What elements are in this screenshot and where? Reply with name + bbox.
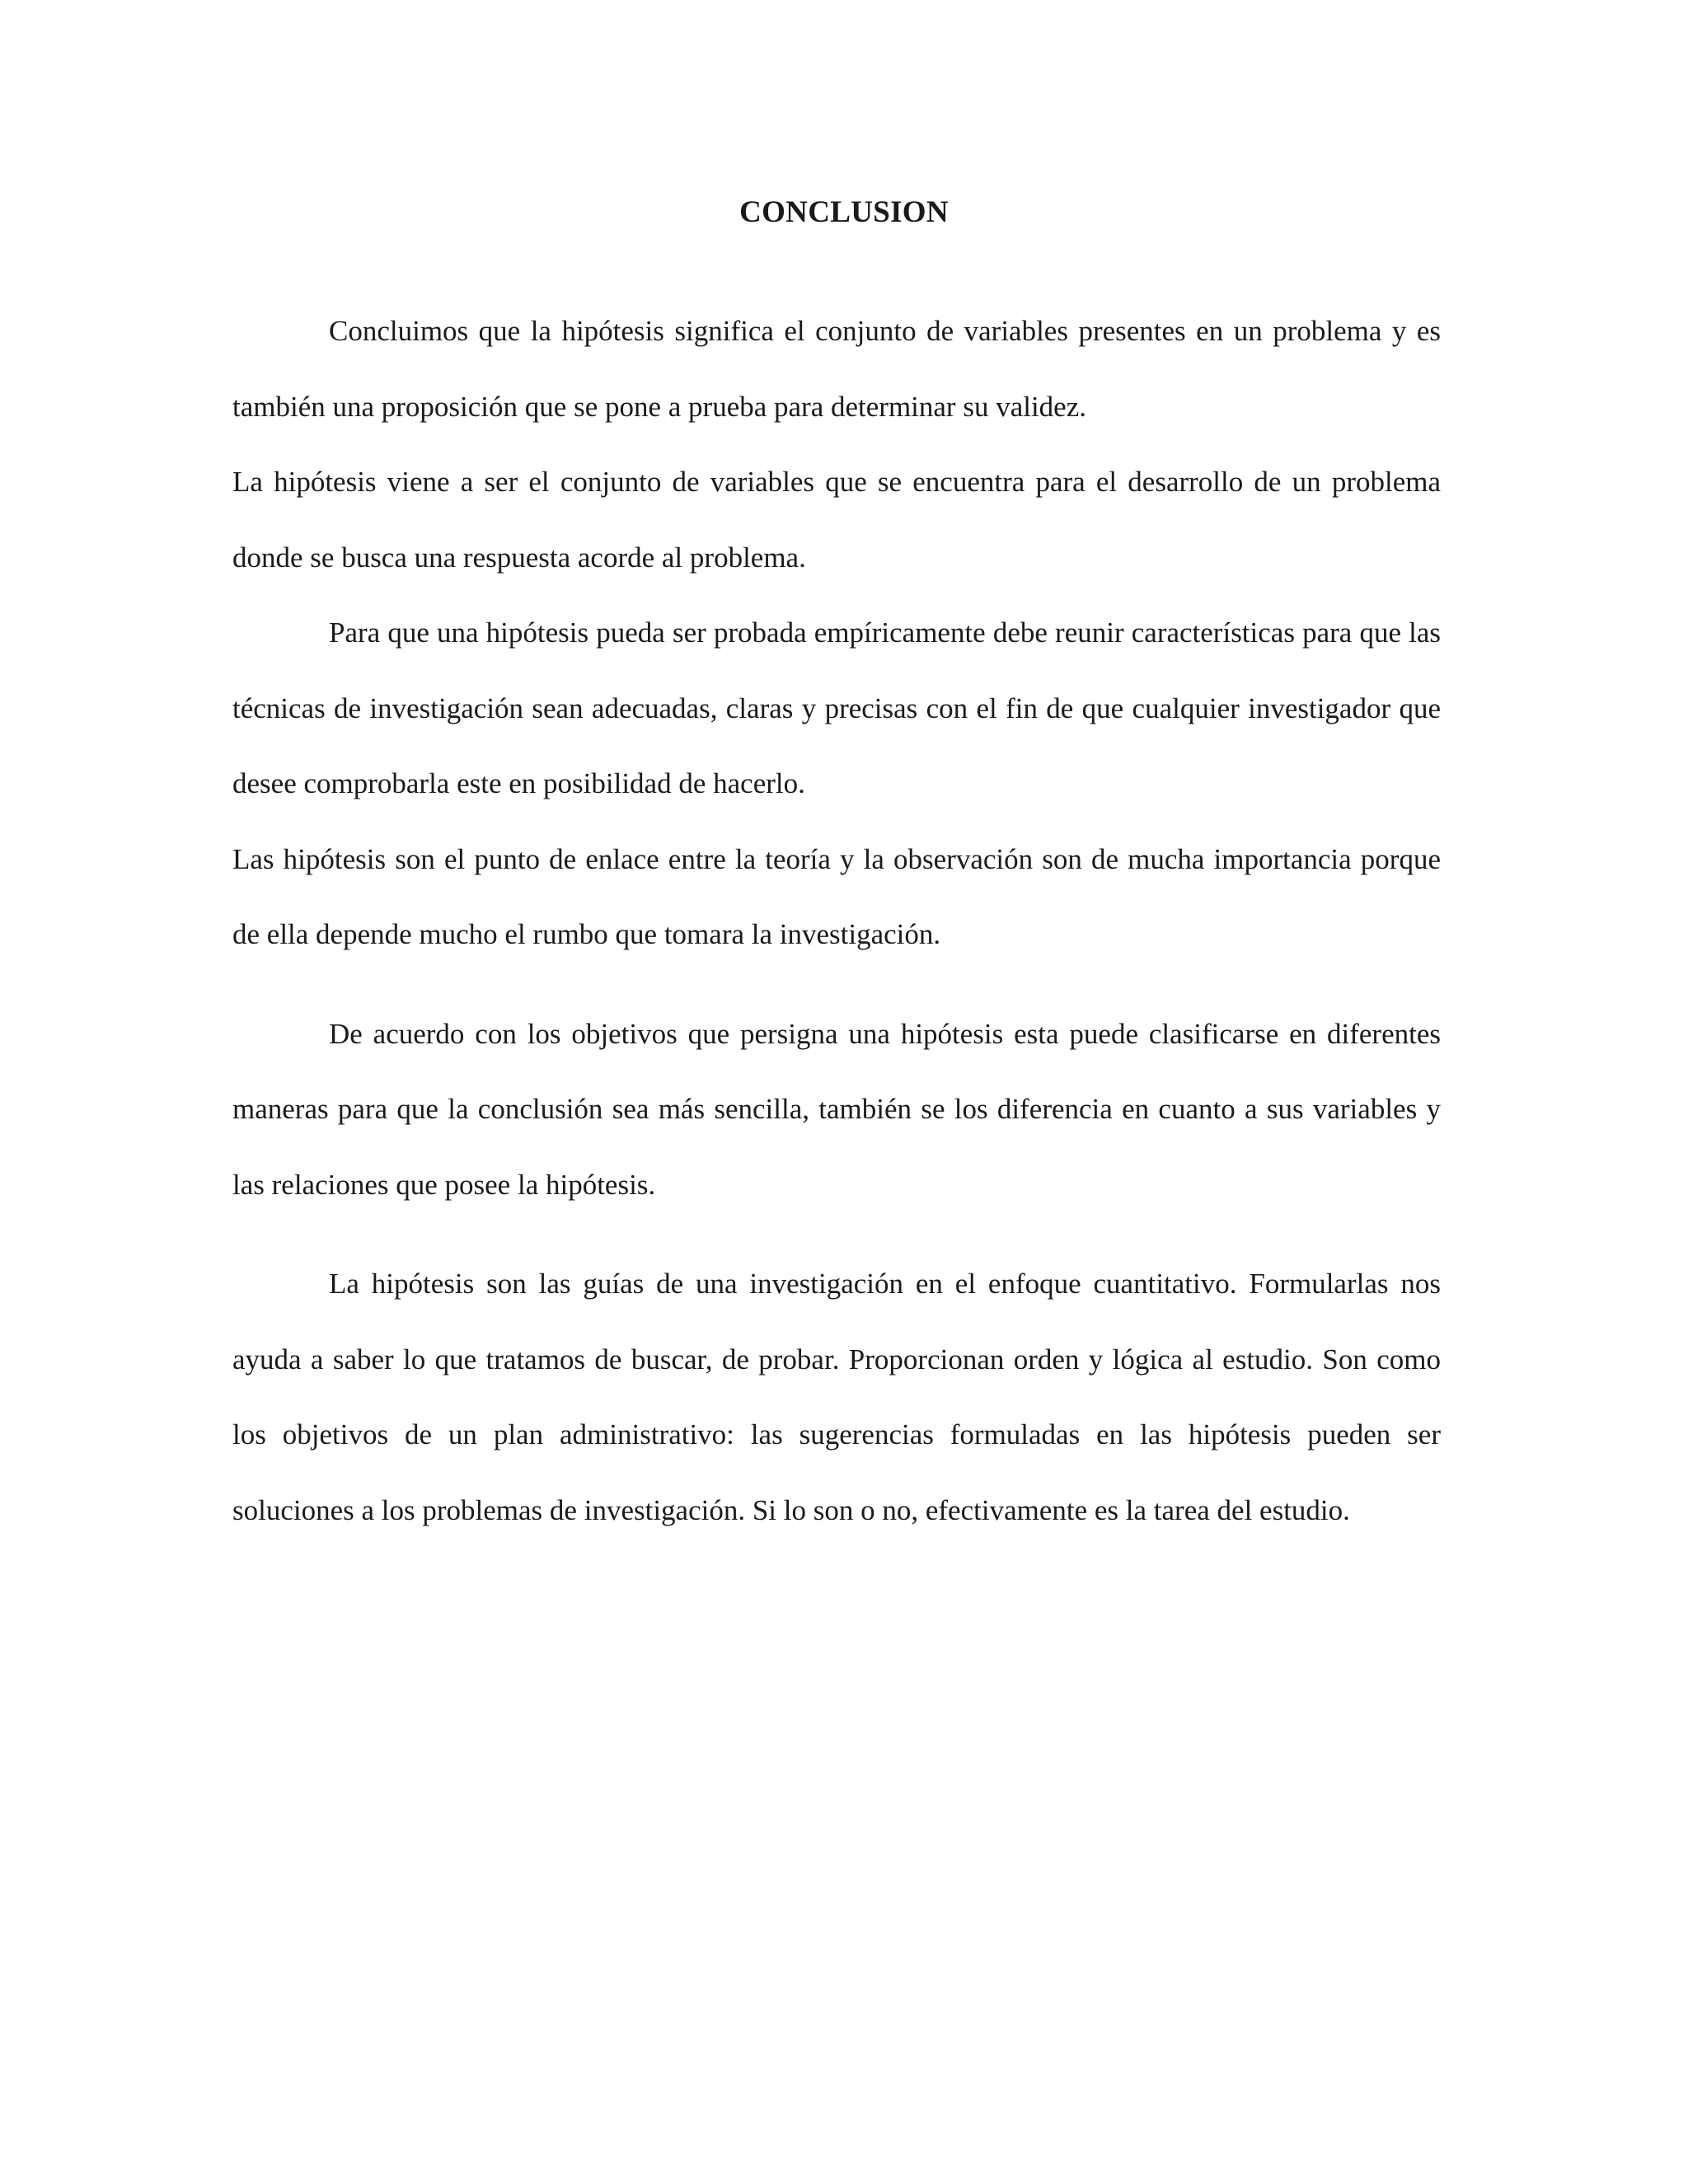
paragraph-4: Las hipótesis son el punto de enlace entre la teoría y la observación son de mucha importancia porque de ella depende mucho el rumbo que tomara la investigación. [232, 842, 1441, 950]
document-body [232, 293, 1441, 1548]
paragraph-3: Para que una hipótesis pueda ser probada empíricamente debe reunir características para que las técnicas de investigación sean adecuadas, claras y precisas con el fin de que cualquier investigador que desee comprobarla este en posibilidad de hacerlo. [232, 616, 1441, 799]
page-title: CONCLUSION [739, 195, 949, 229]
paragraph-5: De acuerdo con los objetivos que persigna una hipótesis esta puede clasificarse en diferentes maneras para que la conclusión sea más sencilla, también se los diferencia en cuanto a sus variables y las relaciones que posee la hipótesis. [232, 1017, 1441, 1201]
paragraph-2: La hipótesis viene a ser el conjunto de variables que se encuentra para el desarrollo de un problema donde se busca una respuesta acorde al problema. [232, 466, 1441, 574]
paragraph-1: Concluimos que la hipótesis significa el conjunto de variables presentes en un problema y es también una proposición que se pone a prueba para determinar su validez. [232, 315, 1441, 423]
paragraph-6: La hipótesis son las guías de una investigación en el enfoque cuantitativo. Formularlas nos ayuda a saber lo que tratamos de buscar, de probar. Proporcionan orden y lógica al estudio. Son como los objetivos de un plan administrativo: las sugerencias formuladas en las hipótesis pueden ser soluciones a los problemas de investigación. Si lo son o no, efectivamente es la tarea del estudio. [232, 1268, 1441, 1526]
